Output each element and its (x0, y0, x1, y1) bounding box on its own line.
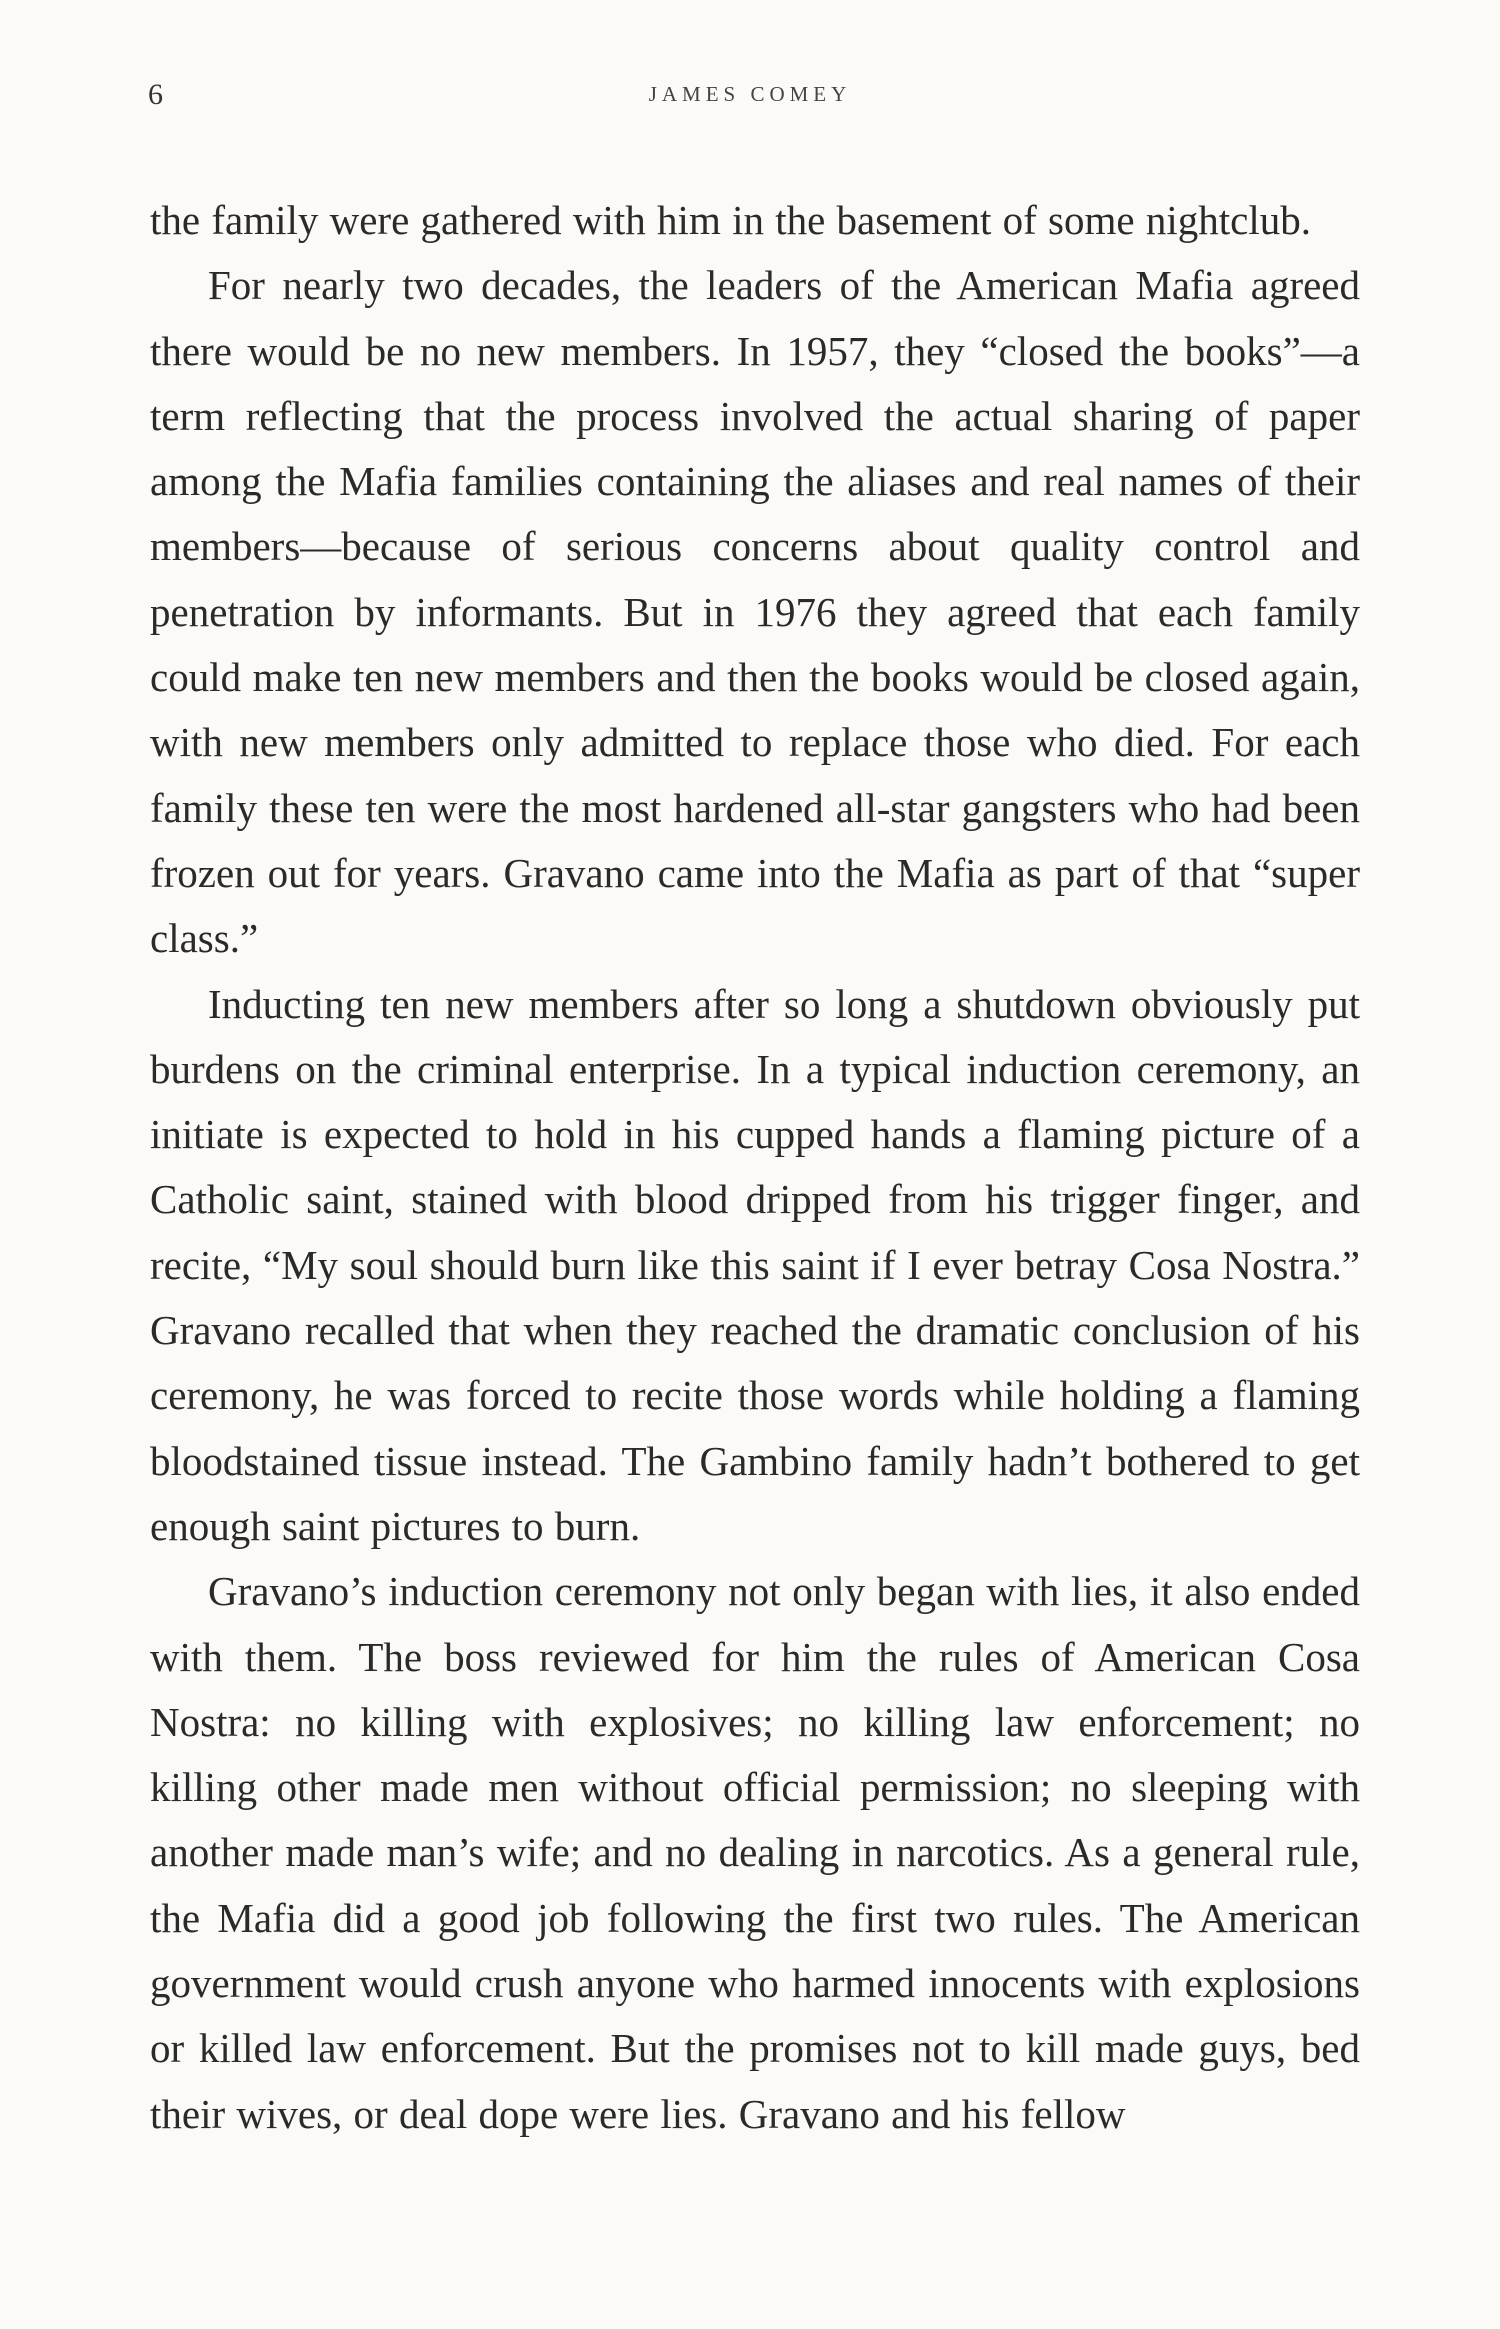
body-text (150, 188, 1360, 2147)
page-number: 6 (148, 78, 163, 111)
paragraph: Inducting ten new members after so long a shutdown obviously put burdens on the criminal enterprise. In a typical induction ceremony, an initiate is expected to hold in his cupped hands a flaming picture of a Catholic saint, stained with blood dripped from his trigger finger, and recite, “My soul should burn like this saint if I ever betray Cosa Nostra.” Gravano recalled that when they reached the dramatic conclusion of his ceremony, he was forced to recite those words while holding a flaming bloodstained tissue instead. The Gambino family hadn’t bothered to get enough saint pictures to burn. (150, 980, 1360, 1549)
running-head-author: JAMES COMEY (648, 82, 852, 106)
running-head (0, 78, 1500, 118)
paragraph-continued: the family were gathered with him in the basement of some nightclub. (150, 197, 1311, 243)
paragraph: Gravano’s induction ceremony not only began with lies, it also ended with them. The boss reviewed for him the rules of American Cosa Nostra: no killing with explosives; no killing law enforcement; no killing other made men without official permission; no sleeping with another made man’s wife; and no dealing in narcotics. As a general rule, the Mafia did a good job following the first two rules. The American government would crush anyone who harmed innocents with explosions or killed law enforcement. But the promises not to kill made guys, bed their wives, or deal dope were lies. Gravano and his fellow (150, 1568, 1360, 2137)
paragraph: For nearly two decades, the leaders of the American Mafia agreed there would be no new members. In 1957, they “closed the books”—a term reflecting that the process involved the actual sharing of paper among the Mafia families containing the aliases and real names of their members—because of serious concerns about quality control and penetration by informants. But in 1976 they agreed that each family could make ten new members and then the books would be closed again, with new members only admitted to replace those who died. For each family these ten were the most hardened all-star gangsters who had been frozen out for years. Gravano came into the Mafia as part of that “super class.” (150, 262, 1360, 962)
